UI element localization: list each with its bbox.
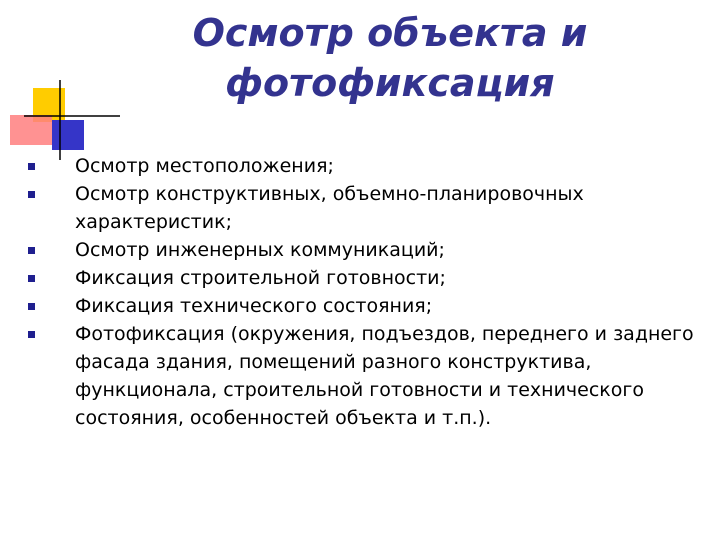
bullet-list <box>22 152 702 432</box>
list-item <box>22 292 702 320</box>
square-bullet-icon <box>28 331 35 338</box>
list-item <box>22 264 702 292</box>
square-bullet-icon <box>28 191 35 198</box>
square-bullet-icon <box>28 163 35 170</box>
bullet-text: Осмотр конструктивных, объемно-планировочных характеристик; <box>75 183 584 233</box>
square-bullet-icon <box>28 275 35 282</box>
square-bullet-icon <box>28 247 35 254</box>
list-item <box>22 320 702 432</box>
bullet-text: Осмотр местоположения; <box>75 155 334 177</box>
title-line-1: Осмотр объекта и <box>192 11 588 55</box>
title-line-2: фотофиксация <box>225 61 555 105</box>
list-item <box>22 180 702 236</box>
list-item <box>22 152 702 180</box>
list-item <box>22 236 702 264</box>
bullet-text: Осмотр инженерных коммуникаций; <box>75 239 445 261</box>
bullet-text: Фотофиксация (окружения, подъездов, переднего и заднего фасада здания, помещений разного конструктива, функционала, строительной готовности и технического состояния, особенностей объекта и т.п.). <box>75 323 694 429</box>
bullet-text: Фиксация строительной готовности; <box>75 267 446 289</box>
bullet-text: Фиксация технического состояния; <box>75 295 433 317</box>
slide-title <box>100 8 680 108</box>
square-bullet-icon <box>28 303 35 310</box>
